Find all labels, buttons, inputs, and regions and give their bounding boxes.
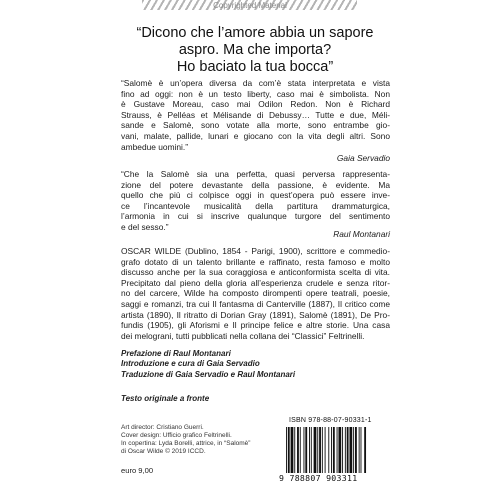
barcode-bar <box>338 427 341 473</box>
price-label: euro 9,00 <box>121 466 154 475</box>
barcode-bar <box>317 427 318 473</box>
bio-line: discusso anche per la sua coraggiosa e anticonformista scelta di vita. <box>121 267 390 278</box>
quote-line: l’armonia in cui si inscrive qualunque turgore del sentimento <box>121 211 390 222</box>
quote-line: è Gustave Moreau, caso mai Odilon Redon. Non è Richard <box>121 99 390 110</box>
headline-line: Ho baciato la tua bocca” <box>176 59 334 75</box>
design-credits <box>121 424 250 456</box>
barcode-bar <box>322 427 323 473</box>
barcode-bar <box>333 427 335 473</box>
barcode-bar <box>288 427 290 473</box>
barcode-bar <box>355 427 357 473</box>
barcode-bar <box>311 427 312 473</box>
quote-servadio <box>121 78 390 152</box>
barcode-bar <box>300 427 301 473</box>
barcode-bar <box>364 427 366 473</box>
barcode-bar <box>337 427 338 473</box>
isbn-label: ISBN 978-88-07-90331-1 <box>289 417 372 424</box>
original-text-note: Testo originale a fronte <box>121 394 210 403</box>
credit-line: Introduzione e cura di Gaia Servadio <box>121 359 260 369</box>
quote-line: Strauss, è Pelléas et Mélisande di Debussy… Tutte e due, Méli- <box>121 109 390 120</box>
barcode-bar <box>297 427 299 473</box>
barcode-bar <box>291 427 294 473</box>
barcode-bar <box>347 427 349 473</box>
barcode-bar <box>309 427 310 473</box>
bio-line: artista (1890), Il ritratto di Dorian Gray (1891), Salomè (1891), De Pro- <box>121 309 390 320</box>
edition-credits <box>121 349 295 380</box>
barcode-bar <box>294 427 295 473</box>
barcode-bar <box>314 427 317 473</box>
bio-line: fundis (1905), gli Aforismi e Il principe felice e altre storie. Una casa <box>121 320 390 331</box>
design-credit-line: Cover design: Ufficio grafico Feltrinelli. <box>121 432 232 439</box>
bio-line: no del carcere, Wilde ha composto dirompenti opere teatrali, poesie, <box>121 288 390 299</box>
quote-line: ambedue uomini.” <box>121 141 189 152</box>
barcode-bar <box>325 427 326 473</box>
quote-author-montanari: Raul Montanari <box>333 229 390 239</box>
quote-author-servadio: Gaia Servadio <box>336 153 390 163</box>
credit-line: Traduzione di Gaia Servadio e Raul Montanari <box>121 369 296 379</box>
headline-line: “Dicono che l’amore abbia un sapore <box>136 25 374 41</box>
bio-line: Precipitato dal pieno della gloria all’esperienza crudele e senza ritor- <box>121 277 390 288</box>
design-credit-line: In copertina: Lyda Borelli, attrice, in “Salomè” <box>121 440 251 447</box>
barcode-bar <box>345 427 346 473</box>
barcode-bar <box>359 427 360 473</box>
barcode-bar <box>328 427 329 473</box>
quote-line: sande e Salomè, sono votate alla morte, sono entrambe gio- <box>121 120 390 131</box>
barcode-bar <box>319 427 321 473</box>
bio-line: grafo dotato di un talento brillante e raffinato, resta famoso e molto <box>121 256 390 267</box>
quote-line: zione del potere devastante della passione, è evidente. Ma <box>121 179 390 190</box>
design-credit-line: Art director: Cristiano Guerri. <box>121 424 204 431</box>
quote-line: e del sesso.” <box>121 221 169 232</box>
quote-line: ce l’incantevole musicalità della partitura drammaturgica, <box>121 200 390 211</box>
author-bio <box>121 246 390 341</box>
quote-line: “Che la Salomè sia una perfetta, quasi perversa rappresenta- <box>121 169 390 179</box>
isbn-barcode-block <box>275 417 395 487</box>
quote-line: “Salomè è un’opera diversa da com’è stata interpretata e vista <box>121 78 390 88</box>
headline-line: aspro. Ma che importa? <box>178 42 332 58</box>
headline-quote <box>120 25 390 76</box>
quote-line: quello che più ci colpisce oggi in quest’opera può essere inve- <box>121 190 390 201</box>
quote-line: vani, malate, pallide, lunari e giocano con la vita degli altri. Sono <box>121 130 390 141</box>
barcode-bar <box>353 427 354 473</box>
bio-line: OSCAR WILDE (Dublino, 1854 - Parigi, 1900), scrittore e commedio- <box>121 246 390 256</box>
copyright-watermark: Copyrighted Material <box>213 1 287 10</box>
barcode-number: 9 788807 903311 <box>279 473 358 483</box>
quote-line: fino ad oggi: non è un testo liberty, caso mai è simbolista. Non <box>121 88 390 99</box>
barcode-bar <box>303 427 304 473</box>
quote-montanari <box>121 169 390 233</box>
barcode-bar <box>349 427 352 473</box>
barcode-bar <box>342 427 343 473</box>
barcode-bar <box>286 427 287 473</box>
barcode-bar <box>305 427 307 473</box>
bio-line: dei melograni, tutti pubblicati nella collana dei “Classici” Feltrinelli. <box>121 330 365 341</box>
credit-line: Prefazione di Raul Montanari <box>121 349 231 358</box>
design-credit-line: di Oscar Wilde © 2019 ICCD. <box>121 448 206 455</box>
barcode-bar <box>331 427 332 473</box>
bio-line: saggi e romanzi, tra cui Il fantasma di Canterville (1887), Il critico come <box>121 298 390 309</box>
barcode-bar <box>361 427 362 473</box>
barcode-graphic <box>285 427 389 473</box>
